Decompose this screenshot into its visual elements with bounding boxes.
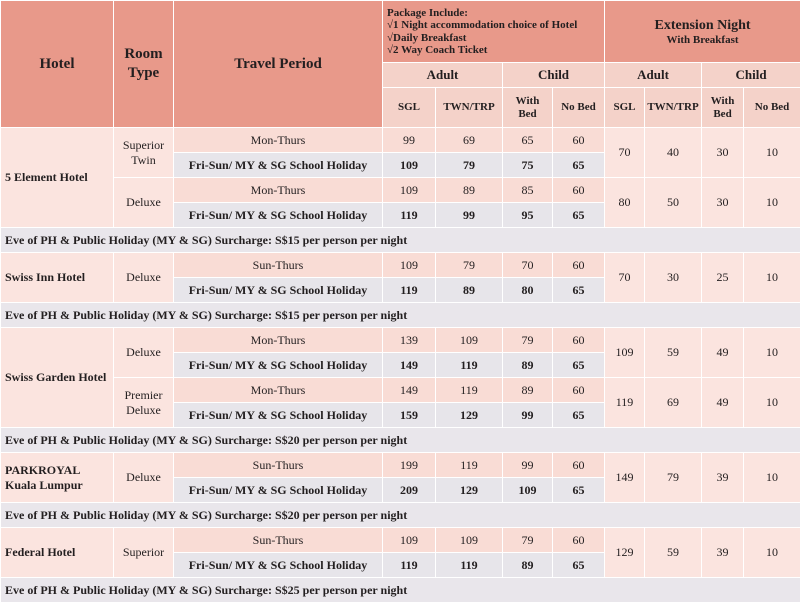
ext-child-no-bed-price: 10 [744,453,800,503]
ext-child-with-bed-price: 39 [702,528,744,578]
extension-subtitle: With Breakfast [605,34,800,46]
hotel-name: PARKROYAL Kuala Lumpur [1,453,114,503]
child-with-bed-price: 89 [503,553,553,578]
surcharge-row [1,578,800,603]
table-row [1,453,800,478]
table-row [1,253,800,278]
travel-period: Mon-Thurs [174,128,383,153]
adult-sgl-price: 109 [383,178,436,203]
table-row [1,328,800,353]
room-type: Superior [114,528,174,578]
ext-child-with-bed-price: 39 [702,453,744,503]
header-ext-twn-trp: TWN/TRP [645,88,702,128]
adult-twn-price: 79 [436,253,503,278]
adult-sgl-price: 209 [383,478,436,503]
travel-period: Mon-Thurs [174,328,383,353]
child-with-bed-price: 85 [503,178,553,203]
child-with-bed-price: 95 [503,203,553,228]
surcharge-row [1,228,800,253]
adult-sgl-price: 119 [383,553,436,578]
surcharge-note: Eve of PH & Public Holiday (MY & SG) Surcharge: S$15 per person per night [1,303,800,328]
header-ext-with-bed: With Bed [702,88,744,128]
travel-period: Fri-Sun/ MY & SG School Holiday [174,353,383,378]
table-row [1,178,800,203]
child-no-bed-price: 60 [553,378,605,403]
ext-child-with-bed-price: 30 [702,128,744,178]
adult-sgl-price: 159 [383,403,436,428]
child-no-bed-price: 60 [553,178,605,203]
ext-child-with-bed-price: 49 [702,378,744,428]
room-type: Deluxe [114,253,174,303]
adult-twn-price: 129 [436,403,503,428]
adult-sgl-price: 109 [383,153,436,178]
travel-period: Mon-Thurs [174,378,383,403]
package-title: Package Include: [387,7,604,20]
adult-sgl-price: 139 [383,328,436,353]
ext-adult-twn-price: 50 [645,178,702,228]
ext-child-no-bed-price: 10 [744,328,800,378]
child-with-bed-price: 99 [503,453,553,478]
child-no-bed-price: 65 [553,553,605,578]
ext-adult-sgl-price: 149 [605,453,645,503]
header-sgl: SGL [383,88,436,128]
hotel-name: Federal Hotel [1,528,114,578]
adult-sgl-price: 119 [383,278,436,303]
adult-sgl-price: 109 [383,253,436,278]
travel-period: Sun-Thurs [174,253,383,278]
child-with-bed-price: 109 [503,478,553,503]
package-include [383,1,605,63]
surcharge-row [1,303,800,328]
travel-period: Fri-Sun/ MY & SG School Holiday [174,478,383,503]
adult-sgl-price: 199 [383,453,436,478]
room-type: Deluxe [114,453,174,503]
child-no-bed-price: 65 [553,403,605,428]
table-header [1,1,800,128]
adult-twn-price: 119 [436,353,503,378]
header-with-bed: With Bed [503,88,553,128]
ext-adult-sgl-price: 70 [605,253,645,303]
ext-child-with-bed-price: 25 [702,253,744,303]
child-no-bed-price: 65 [553,153,605,178]
ext-adult-twn-price: 59 [645,528,702,578]
adult-twn-price: 89 [436,278,503,303]
adult-twn-price: 69 [436,128,503,153]
hotel-name: Swiss Garden Hotel [1,328,114,428]
travel-period: Fri-Sun/ MY & SG School Holiday [174,203,383,228]
adult-sgl-price: 149 [383,353,436,378]
room-type: Premier Deluxe [114,378,174,428]
header-child: Child [503,63,605,88]
header-ext-sgl: SGL [605,88,645,128]
adult-sgl-price: 119 [383,203,436,228]
adult-sgl-price: 149 [383,378,436,403]
ext-adult-sgl-price: 80 [605,178,645,228]
table-row [1,128,800,153]
child-no-bed-price: 60 [553,328,605,353]
adult-twn-price: 79 [436,153,503,178]
hotel-name: Swiss Inn Hotel [1,253,114,303]
travel-period: Fri-Sun/ MY & SG School Holiday [174,403,383,428]
adult-twn-price: 89 [436,178,503,203]
travel-period: Mon-Thurs [174,178,383,203]
table-row [1,378,800,403]
adult-twn-price: 109 [436,328,503,353]
adult-twn-price: 119 [436,378,503,403]
ext-adult-sgl-price: 129 [605,528,645,578]
table-body [1,128,800,603]
child-with-bed-price: 70 [503,253,553,278]
child-no-bed-price: 65 [553,203,605,228]
ext-adult-twn-price: 79 [645,453,702,503]
header-ext-adult: Adult [605,63,702,88]
surcharge-row [1,428,800,453]
ext-child-no-bed-price: 10 [744,253,800,303]
ext-adult-sgl-price: 109 [605,328,645,378]
surcharge-note: Eve of PH & Public Holiday (MY & SG) Surcharge: S$25 per person per night [1,578,800,603]
ext-child-no-bed-price: 10 [744,378,800,428]
ext-adult-twn-price: 40 [645,128,702,178]
ext-adult-twn-price: 69 [645,378,702,428]
extension-night-header [605,1,800,63]
ext-child-no-bed-price: 10 [744,178,800,228]
package-item: √2 Way Coach Ticket [387,44,604,57]
travel-period: Sun-Thurs [174,528,383,553]
child-no-bed-price: 65 [553,353,605,378]
adult-twn-price: 109 [436,528,503,553]
ext-adult-twn-price: 30 [645,253,702,303]
ext-child-no-bed-price: 10 [744,528,800,578]
travel-period: Fri-Sun/ MY & SG School Holiday [174,153,383,178]
header-adult: Adult [383,63,503,88]
child-with-bed-price: 79 [503,328,553,353]
header-room-type: Room Type [114,1,174,128]
table-row [1,528,800,553]
travel-period: Sun-Thurs [174,453,383,478]
header-twn-trp: TWN/TRP [436,88,503,128]
adult-sgl-price: 109 [383,528,436,553]
extension-title: Extension Night [605,18,800,34]
child-with-bed-price: 80 [503,278,553,303]
ext-adult-sgl-price: 70 [605,128,645,178]
room-type: Superior Twin [114,128,174,178]
child-with-bed-price: 89 [503,378,553,403]
hotel-name: 5 Element Hotel [1,128,114,228]
header-ext-child: Child [702,63,800,88]
child-with-bed-price: 65 [503,128,553,153]
ext-adult-sgl-price: 119 [605,378,645,428]
header-hotel: Hotel [1,1,114,128]
room-type: Deluxe [114,178,174,228]
child-no-bed-price: 65 [553,478,605,503]
child-no-bed-price: 60 [553,453,605,478]
ext-child-no-bed-price: 10 [744,128,800,178]
header-no-bed: No Bed [553,88,605,128]
child-no-bed-price: 65 [553,278,605,303]
surcharge-row [1,503,800,528]
adult-twn-price: 99 [436,203,503,228]
child-with-bed-price: 75 [503,153,553,178]
child-with-bed-price: 99 [503,403,553,428]
ext-adult-twn-price: 59 [645,328,702,378]
child-no-bed-price: 60 [553,253,605,278]
child-with-bed-price: 79 [503,528,553,553]
child-with-bed-price: 89 [503,353,553,378]
travel-period: Fri-Sun/ MY & SG School Holiday [174,553,383,578]
package-item: √Daily Breakfast [387,32,604,45]
child-no-bed-price: 60 [553,528,605,553]
travel-period: Fri-Sun/ MY & SG School Holiday [174,278,383,303]
adult-sgl-price: 99 [383,128,436,153]
adult-twn-price: 119 [436,453,503,478]
surcharge-note: Eve of PH & Public Holiday (MY & SG) Surcharge: S$20 per person per night [1,503,800,528]
child-no-bed-price: 60 [553,128,605,153]
header-travel-period: Travel Period [174,1,383,128]
ext-child-with-bed-price: 49 [702,328,744,378]
header-ext-no-bed: No Bed [744,88,800,128]
package-item: √1 Night accommodation choice of Hotel [387,19,604,32]
adult-twn-price: 119 [436,553,503,578]
adult-twn-price: 129 [436,478,503,503]
surcharge-note: Eve of PH & Public Holiday (MY & SG) Surcharge: S$15 per person per night [1,228,800,253]
room-type: Deluxe [114,328,174,378]
surcharge-note: Eve of PH & Public Holiday (MY & SG) Surcharge: S$20 per person per night [1,428,800,453]
ext-child-with-bed-price: 30 [702,178,744,228]
